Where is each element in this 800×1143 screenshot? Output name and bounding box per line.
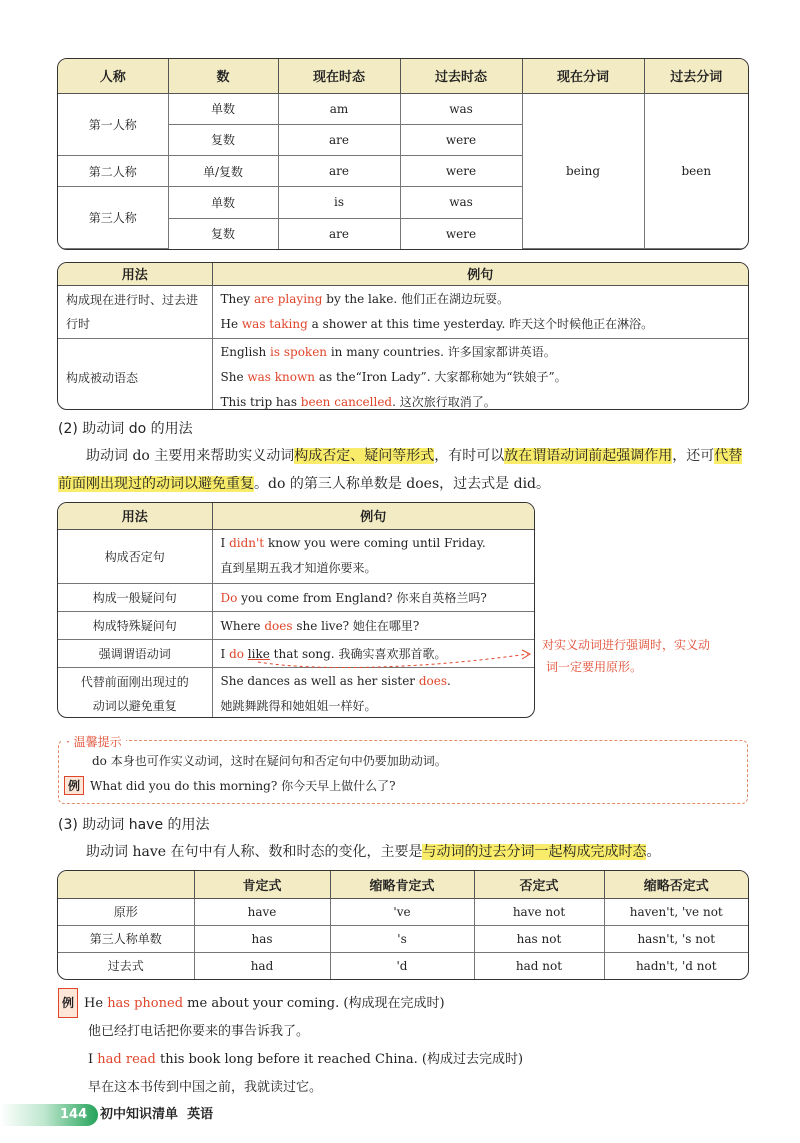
usage-cell: 代替前面刚出现过的 动词以避免重复 <box>58 667 212 718</box>
cell-person: 第一人称 <box>58 93 168 156</box>
header-person: 人称 <box>58 59 168 93</box>
be-forms-table <box>57 58 749 250</box>
tip-text: do 本身也可作实义动词，这时在疑问句和否定句中仍要加助动词。 <box>92 754 447 768</box>
cell-past-participle: been <box>644 93 748 249</box>
section2-title: (2) 助动词 do 的用法 <box>58 421 193 437</box>
section3-paragraph: 助动词 have 在句中有人称、数和时态的变化，主要是与动词的过去分词一起构成完成时态。 <box>86 844 661 860</box>
cell-present: are <box>278 218 400 249</box>
usage-cell: 构成一般疑问句 <box>58 583 212 611</box>
header-affirmative: 肯定式 <box>194 871 330 898</box>
footer-title: 初中知识清单 英语 <box>100 1107 214 1122</box>
table-row: 第三人称单数 has 's has not hasn't, 's not <box>58 925 748 952</box>
header-contracted-negative: 缩略否定式 <box>604 871 748 898</box>
usage-cell: 构成现在进行时、过去进行时 <box>58 285 212 338</box>
header-usage: 用法 <box>58 263 212 285</box>
be-usage-table <box>57 262 749 410</box>
header-present: 现在时态 <box>278 59 400 93</box>
cell-number: 单/复数 <box>168 156 278 187</box>
cell-present: are <box>278 124 400 155</box>
example-cell: She dances as well as her sister does. 她跳舞跳得和她姐姐一样好。 <box>212 667 534 718</box>
cell-present: am <box>278 93 400 124</box>
cell-past: were <box>400 124 522 155</box>
example-cell: I do like that song. 我确实喜欢那首歌。 <box>212 639 534 667</box>
header-past: 过去时态 <box>400 59 522 93</box>
cell-person: 第三人称 <box>58 187 168 249</box>
example-cell: Where does she live? 她住在哪里? <box>212 611 534 639</box>
cell-number: 复数 <box>168 124 278 155</box>
page-number: 144 <box>60 1107 88 1122</box>
header-example: 例句 <box>212 503 534 529</box>
section3-title: (3) 助动词 have 的用法 <box>58 817 210 833</box>
example-badge: 例 <box>58 988 78 1018</box>
header-negative: 否定式 <box>474 871 604 898</box>
cell-number: 单数 <box>168 187 278 218</box>
cell-past: was <box>400 187 522 218</box>
cell-number: 复数 <box>168 218 278 249</box>
do-usage-table <box>57 502 535 718</box>
example-cell: English is spoken in many countries. 许多国家都讲英语。 She was known as the“Iron Lady”. 大家都称她为“铁娘子”。 This trip has been cancelled. 这次旅行取消了。 <box>212 338 748 410</box>
examples-block: 例 He has phoned me about your coming. (构成现在完成时) 他已经打电话把你要来的事告诉我了。 I had read this book long before it reached China. (构成过去完成时) 早在这本书传到中国之前，我就读过它。 <box>58 988 523 1102</box>
header-number: 数 <box>168 59 278 93</box>
header-past-participle: 过去分词 <box>644 59 748 93</box>
table-row: 过去式 had 'd had not hadn't, 'd not <box>58 952 748 979</box>
example-badge: 例 <box>64 776 84 795</box>
annotation-note: 对实义动词进行强调时，实义动 词一定要用原形。 <box>542 638 711 674</box>
example-cell: Do you come from England? 你来自英格兰吗? <box>212 583 534 611</box>
table-row: 原形 have 've have not haven't, 've not <box>58 898 748 925</box>
usage-cell: 构成被动语态 <box>58 338 212 410</box>
cell-past: were <box>400 218 522 249</box>
tip-example: 例 What did you do this morning? 你今天早上做什么了? <box>64 776 396 795</box>
cell-number: 单数 <box>168 93 278 124</box>
header-blank <box>58 871 194 898</box>
have-forms-table <box>57 870 749 980</box>
section2-paragraph: 助动词 do 主要用来帮助实义动词构成否定、疑问等形式，有时可以放在谓语动词前起强调作用，还可代替前面刚出现过的动词以避免重复。do 的第三人称单数是 does，过去式是 did。 <box>58 448 743 492</box>
header-present-participle: 现在分词 <box>522 59 644 93</box>
cell-past: were <box>400 156 522 187</box>
example-cell: They are playing by the lake. 他们正在湖边玩耍。 He was taking a shower at this time yesterday. 昨天这个时候他正在淋浴。 <box>212 285 748 338</box>
header-usage: 用法 <box>58 503 212 529</box>
cell-present: are <box>278 156 400 187</box>
usage-cell: 构成否定句 <box>58 529 212 583</box>
header-example: 例句 <box>212 263 748 285</box>
tip-label: · 温馨提示 <box>62 733 126 750</box>
cell-present-participle: being <box>522 93 644 249</box>
cell-past: was <box>400 93 522 124</box>
usage-cell: 构成特殊疑问句 <box>58 611 212 639</box>
header-contracted-affirmative: 缩略肯定式 <box>330 871 474 898</box>
cell-present: is <box>278 187 400 218</box>
cell-person: 第二人称 <box>58 156 168 187</box>
usage-cell: 强调谓语动词 <box>58 639 212 667</box>
example-cell: I didn't know you were coming until Friday. 直到星期五我才知道你要来。 <box>212 529 534 583</box>
